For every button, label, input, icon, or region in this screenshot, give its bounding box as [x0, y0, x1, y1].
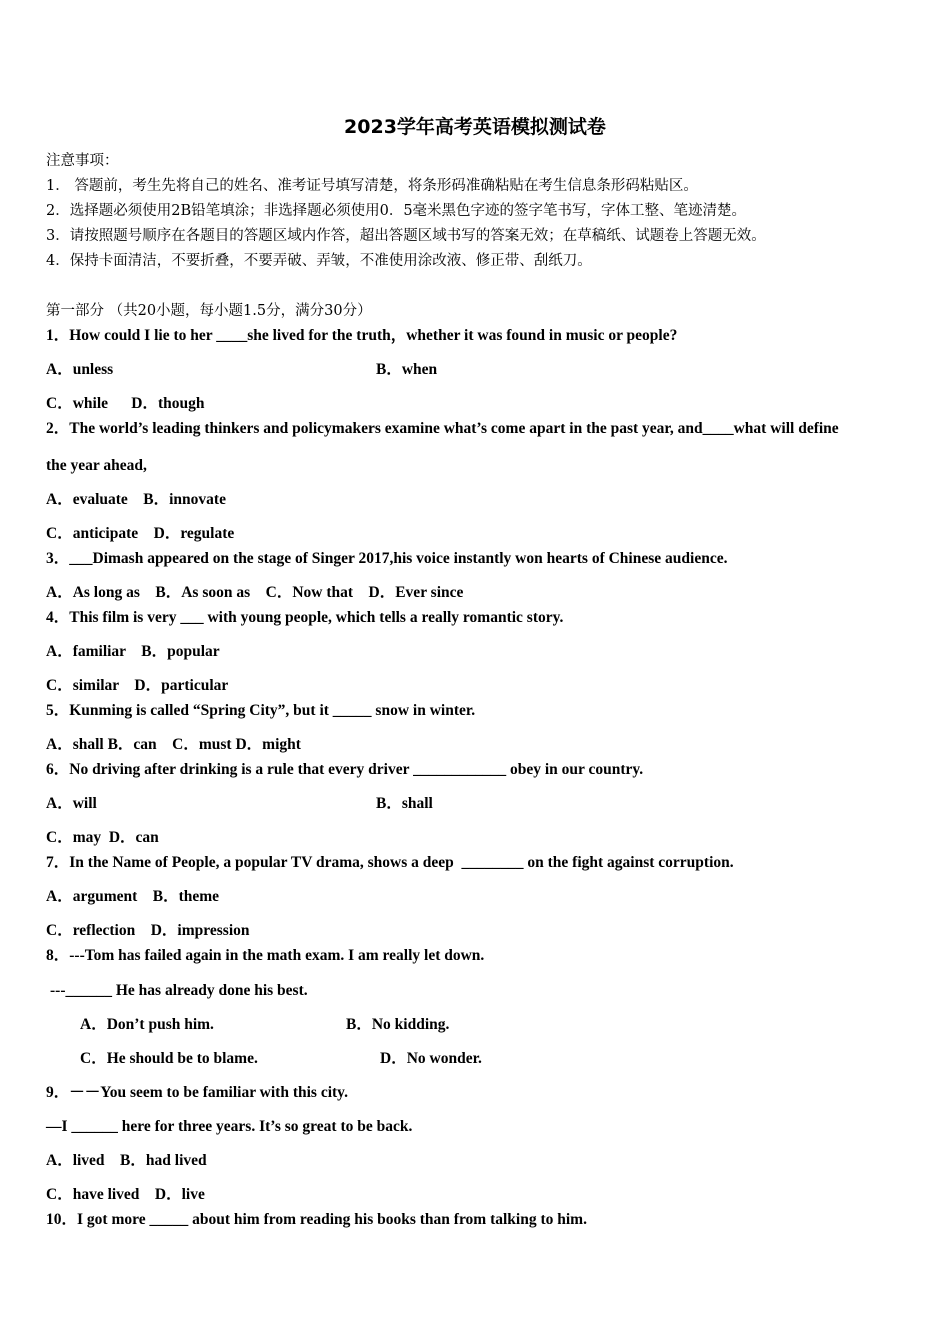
option-a: A．will — [46, 795, 97, 812]
question-reply: —I ______ here for three years. It’s so great to be back. — [46, 1118, 413, 1135]
question-stem: 8．---Tom has failed again in the math exam. I am really let down. — [46, 947, 485, 964]
question-stem-continued: the year ahead, — [46, 457, 147, 474]
options-ab: A．lived B．had lived — [46, 1152, 207, 1169]
options-cd: C．similar D．particular — [46, 677, 229, 694]
options-cd: C．while D．though — [46, 395, 205, 412]
options: A．As long as B．As soon as C．Now that D．Ever since — [46, 584, 464, 601]
question-stem: 6．No driving after drinking is a rule that every driver ____________ obey in our country. — [46, 761, 644, 778]
question-stem: 4．This film is very ___ with young people, which tells a really romantic story. — [46, 609, 564, 626]
notice-item: 2．选择题必须使用2B铅笔填涂；非选择题必须使用0．5毫米黑色字迹的签字笔书写，字体工整、笔迹清楚。 — [46, 203, 747, 219]
options-cd: C．reflection D．impression — [46, 922, 250, 939]
question-stem: 10．I got more _____ about him from reading his books than from talking to him. — [46, 1211, 587, 1228]
option-b: B．when — [376, 361, 438, 378]
option-b: B．No kidding. — [346, 1016, 450, 1033]
question-stem: 9．－－You seem to be familiar with this city. — [46, 1084, 348, 1101]
options-ab: A．argument B．theme — [46, 888, 220, 905]
section-heading: 第一部分 （共20小题，每小题1.5分，满分30分） — [46, 303, 372, 319]
option-a: A．Don’t push him. — [80, 1016, 214, 1033]
options-ab: A．familiar B．popular — [46, 643, 220, 660]
option-d: D．No wonder. — [380, 1050, 482, 1067]
question-reply: ---______ He has already done his best. — [50, 982, 308, 999]
question-stem: 2．The world’s leading thinkers and policymakers examine what’s come apart in the past year, and____what will define — [46, 420, 839, 437]
option-c: C．He should be to blame. — [80, 1050, 258, 1067]
question-stem: 7．In the Name of People, a popular TV drama, shows a deep ________ on the fight against corruption. — [46, 854, 734, 871]
notice-heading: 注意事项： — [46, 153, 119, 169]
question-stem: 5．Kunming is called “Spring City”, but it _____ snow in winter. — [46, 702, 476, 719]
options-cd: C．may D．can — [46, 829, 159, 846]
options-cd: C．have lived D．live — [46, 1186, 205, 1203]
notice-item: 3．请按照题号顺序在各题目的答题区域内作答，超出答题区域书写的答案无效；在草稿纸、试题卷上答题无效。 — [46, 228, 766, 244]
options: A．shall B．can C．must D．might — [46, 736, 301, 753]
notice-item: 4．保持卡面清洁，不要折叠，不要弄破、弄皱，不准使用涂改液、修正带、刮纸刀。 — [46, 253, 592, 269]
option-a: A．unless — [46, 361, 114, 378]
option-b: B．shall — [376, 795, 433, 812]
page-title: 2023学年高考英语模拟测试卷 — [344, 116, 606, 138]
question-stem: 1．How could I lie to her ____she lived for the truth，whether it was found in music or people? — [46, 327, 678, 344]
question-stem: 3．___Dimash appeared on the stage of Singer 2017,his voice instantly won hearts of Chinese audience. — [46, 550, 728, 567]
options-ab: A．evaluate B．innovate — [46, 491, 226, 508]
options-cd: C．anticipate D．regulate — [46, 525, 235, 542]
notice-item: 1． 答题前，考生先将自己的姓名、准考证号填写清楚，将条形码准确粘贴在考生信息条形码粘贴区。 — [46, 178, 698, 194]
